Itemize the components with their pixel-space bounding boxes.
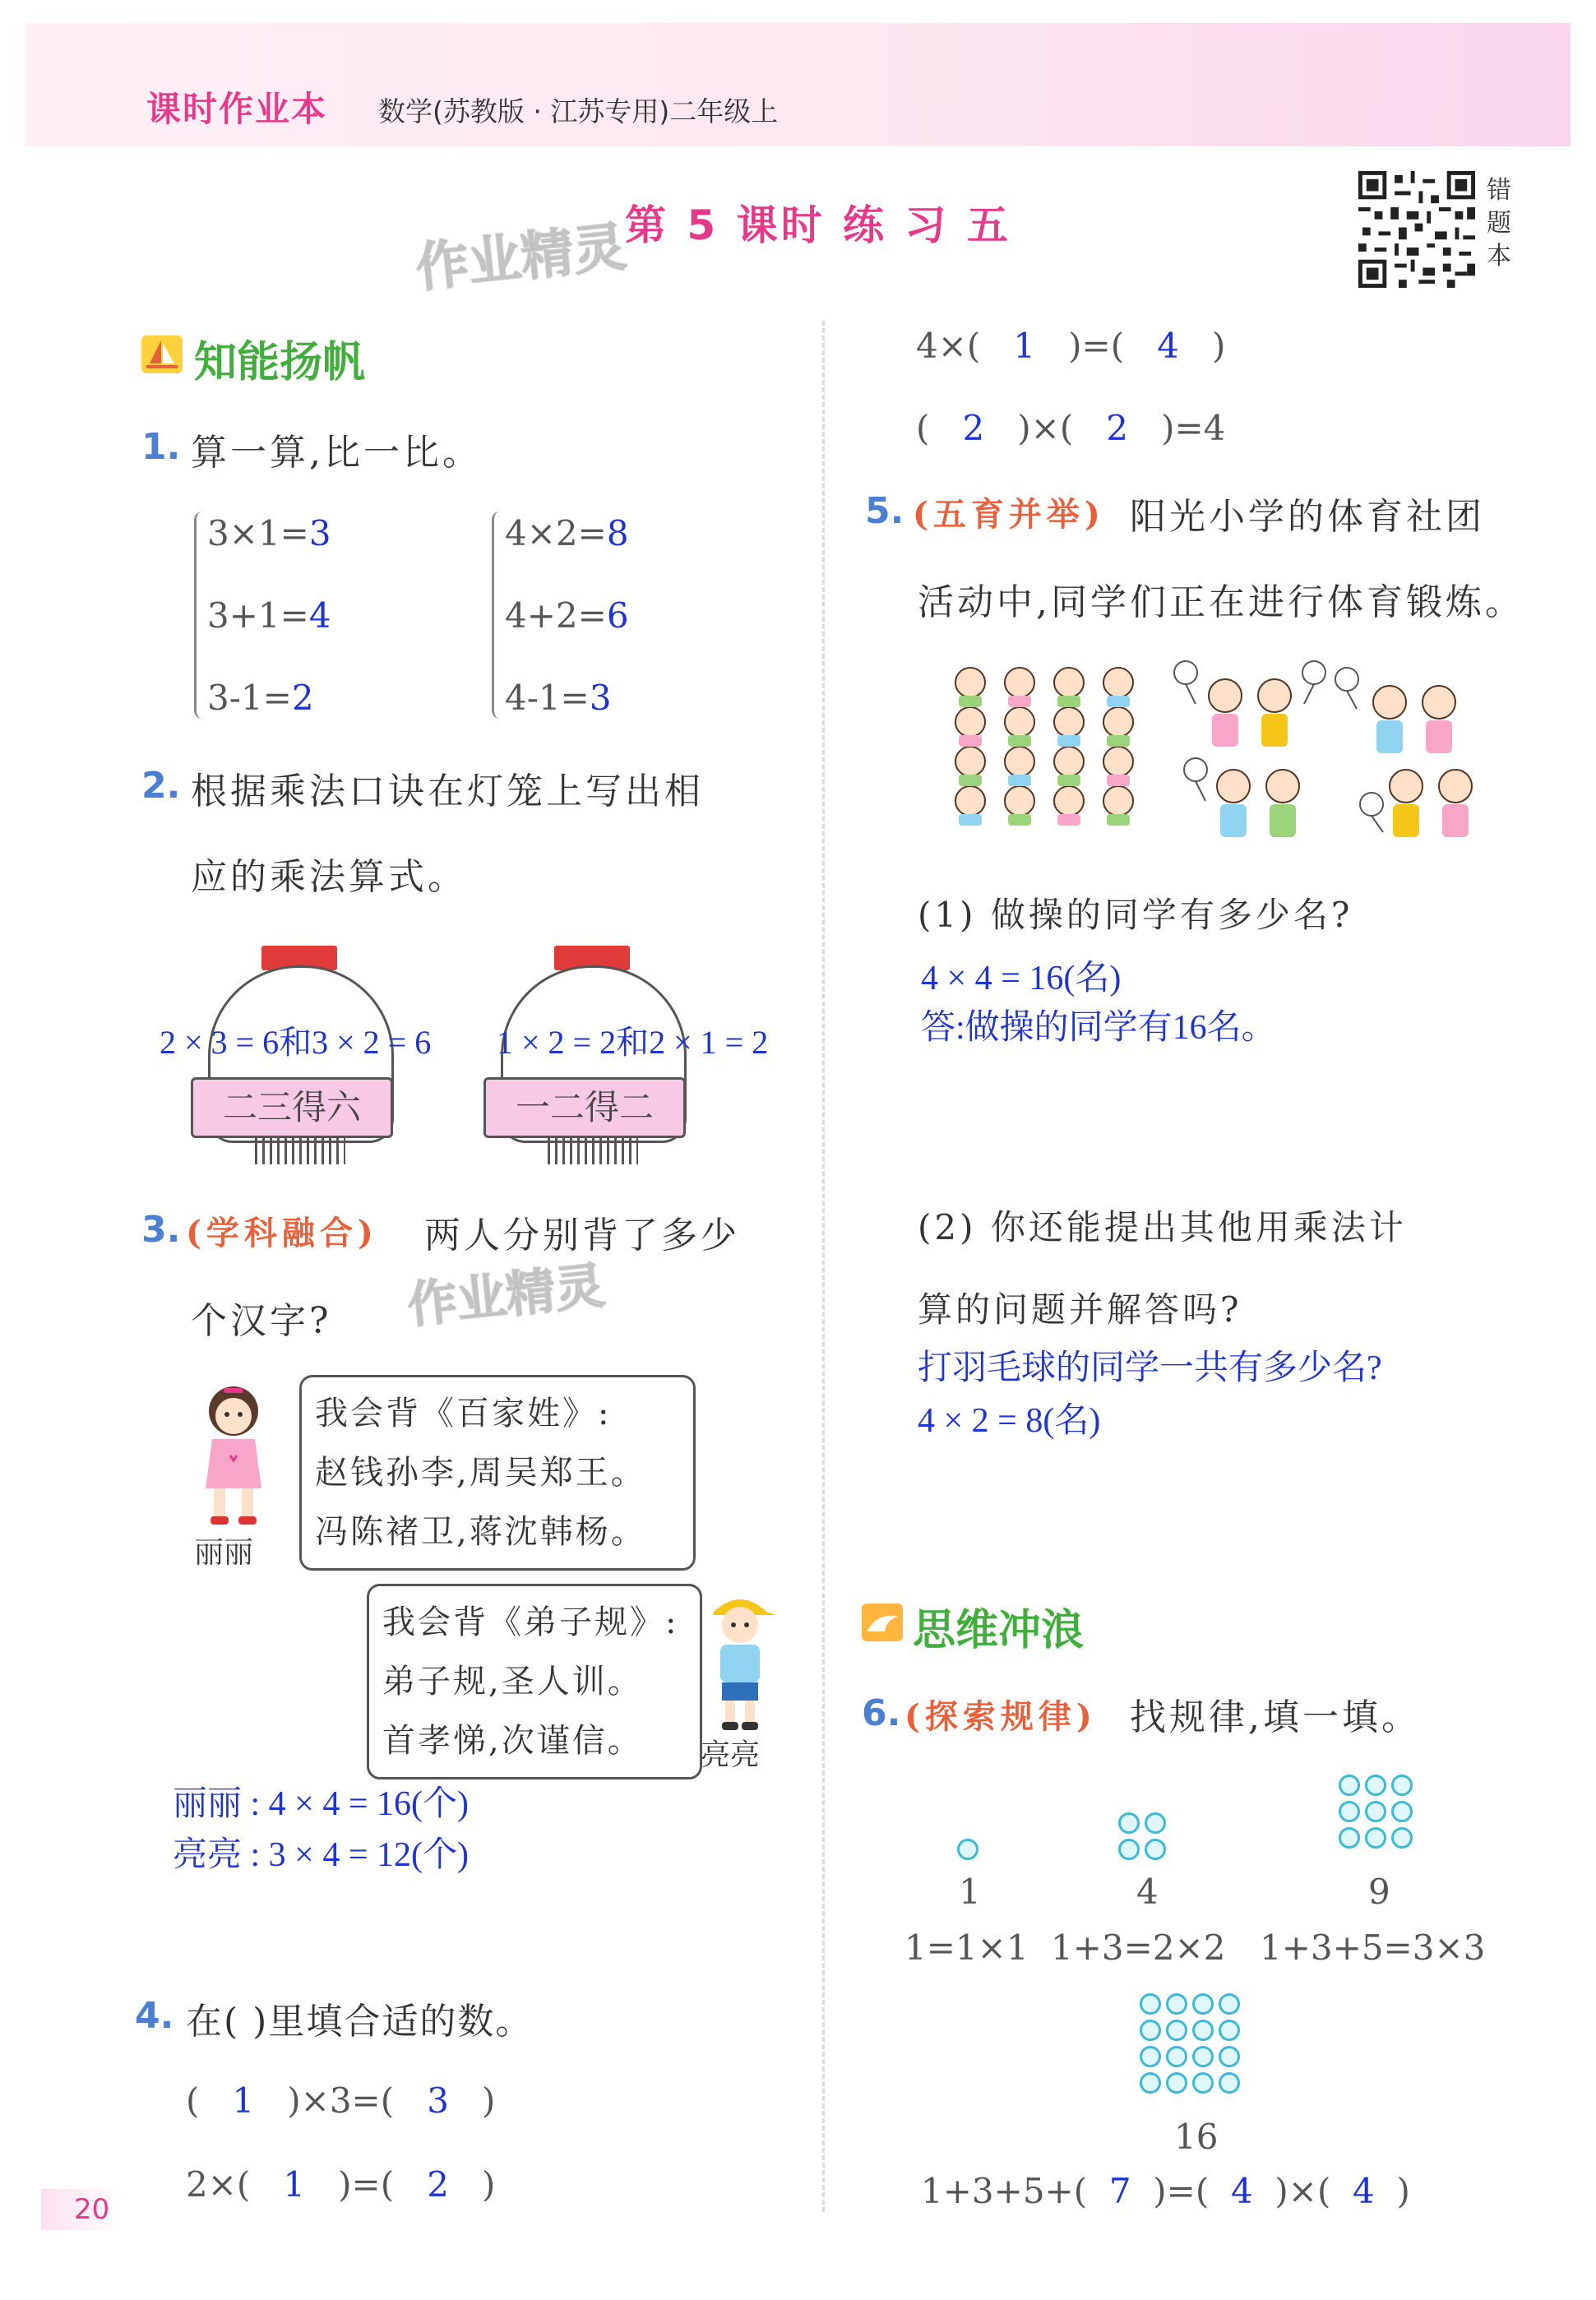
q5-answer2-line2: 4 × 2 = 8(名) <box>918 1402 1101 1440</box>
lili-speech-bubble <box>299 1375 696 1571</box>
lantern-2-plate: 一二得二 <box>483 1077 686 1138</box>
lantern-1-plate: 二三得六 <box>191 1077 393 1138</box>
liangliang-speech-bubble <box>367 1584 702 1779</box>
students-exercising-illustration <box>937 658 1151 839</box>
q1-left-row-2: 3+1=4 <box>207 595 331 636</box>
q5-text-line2: 活动中,同学们正在进行体育锻炼。 <box>918 581 1524 623</box>
q2-text-line1: 根据乘法口诀在灯笼上写出相 <box>191 771 704 812</box>
liangliang-name: 亮亮 <box>701 1738 761 1772</box>
lili-bubble-line-1: 我会背《百家姓》: <box>315 1395 612 1432</box>
q6-formula-3: 1+3+5=3×3 <box>1260 1927 1486 1968</box>
q4-text: 在( )里填合适的数。 <box>186 2001 534 2043</box>
q1-number: 1. <box>141 426 181 468</box>
q5-answer1-line2: 答:做操的同学有16名。 <box>921 1009 1276 1047</box>
q6-tag: (探索规律) <box>904 1697 1097 1736</box>
dot-pattern-16 <box>1140 1993 1245 2099</box>
q3-text-line2: 个汉字? <box>191 1300 332 1342</box>
q6-formula-2: 1+3=2×2 <box>1051 1927 1226 1968</box>
lantern-2-answer: 1 × 2 = 2和2 × 1 = 2 <box>497 1024 769 1061</box>
lesson-title: 第 5 课时 练 习 五 <box>625 201 1011 249</box>
dot-pattern-4 <box>1118 1812 1171 1865</box>
qr-code-icon[interactable] <box>1358 171 1475 288</box>
q1-right-row-3: 4-1=3 <box>505 678 612 718</box>
q3-number: 3. <box>141 1209 181 1251</box>
lantern-1-fringe <box>255 1136 345 1164</box>
q3-text-line1: 两人分别背了多少 <box>424 1215 740 1256</box>
q3-answer-2: 亮亮 : 3 × 4 = 12(个) <box>173 1836 470 1874</box>
q6-number: 6. <box>862 1692 901 1734</box>
q1-right-row-2: 4+2=6 <box>505 595 629 636</box>
lili-bubble-line-3: 冯陈褚卫,蒋沈韩杨。 <box>315 1513 646 1551</box>
q5-text-line1: 阳光小学的体育社团 <box>1130 496 1485 538</box>
brand-title: 课时作业本 <box>146 89 328 129</box>
qr-caption: 错题本 <box>1487 176 1511 271</box>
section-zhineng: 知能扬帆 <box>194 338 366 387</box>
lili-bubble-line-2: 赵钱孙李,周吴郑王。 <box>315 1454 646 1492</box>
q1-left-row-1: 3×1=3 <box>207 513 331 553</box>
q2-text-line2: 应的乘法算式。 <box>191 856 467 898</box>
q5-number: 5. <box>865 490 904 532</box>
students-badminton-illustration <box>1168 655 1488 849</box>
q6-count-4: 4 <box>1136 1872 1159 1912</box>
q6-count-16: 16 <box>1174 2117 1219 2157</box>
column-divider <box>822 321 825 2212</box>
q5-answer2-line1: 打羽毛球的同学一共有多少名? <box>918 1349 1382 1387</box>
sail-icon <box>141 336 183 373</box>
q6-final-equation: 1+3+5+( 7 )=( 4 )×( 4 ) <box>921 2171 1410 2211</box>
liangliang-bubble-line-3: 首孝悌,次谨信。 <box>382 1722 643 1760</box>
watermark: 作业精灵 <box>413 216 629 300</box>
dot-pattern-9 <box>1339 1775 1418 1853</box>
liangliang-bubble-line-2: 弟子规,圣人训。 <box>382 1663 643 1701</box>
liangliang-bubble-line-1: 我会背《弟子规》: <box>382 1604 679 1641</box>
q6-text: 找规律,填一填。 <box>1130 1696 1421 1738</box>
q5-answer1-line1: 4 × 4 = 16(名) <box>921 960 1122 997</box>
q6-count-9: 9 <box>1368 1872 1390 1912</box>
q4-row-2: 2×( 1 )=( 2 ) <box>186 2164 496 2205</box>
q1-left-row-3: 3-1=2 <box>207 678 314 718</box>
subject-line: 数学(苏教版 · 江苏专用)二年级上 <box>378 95 779 127</box>
q5-sub1: (1) 做操的同学有多少名? <box>918 895 1353 935</box>
surf-icon <box>862 1604 903 1641</box>
dot-pattern-1 <box>957 1839 978 1860</box>
page-number: 20 <box>41 2189 123 2230</box>
section-siwei: 思维冲浪 <box>913 1606 1085 1655</box>
lantern-2-fringe <box>548 1136 638 1164</box>
q4-row-1: ( 1 )×3=( 3 ) <box>186 2080 496 2121</box>
lantern-1-answer: 2 × 3 = 6和3 × 2 = 6 <box>160 1024 432 1061</box>
q5-sub2-line2: 算的问题并解答吗? <box>918 1289 1242 1330</box>
watermark-2: 作业精灵 <box>405 1256 608 1335</box>
q4-number: 4. <box>135 1995 174 2037</box>
q5-tag: (五育并举) <box>913 495 1105 534</box>
q2-number: 2. <box>141 765 181 807</box>
q4-row-4: ( 2 )×( 2 )=4 <box>916 408 1226 448</box>
q6-formula-1: 1=1×1 <box>904 1927 1029 1968</box>
q6-count-1: 1 <box>959 1872 981 1912</box>
lili-name: 丽丽 <box>194 1536 254 1570</box>
q1-text: 算一算,比一比。 <box>191 432 482 474</box>
q5-sub2-line1: (2) 你还能提出其他用乘法计 <box>918 1207 1407 1247</box>
q3-tag: (学科融合) <box>186 1214 378 1252</box>
girl-lili-illustration <box>194 1381 273 1529</box>
q1-right-row-1: 4×2=8 <box>505 513 629 553</box>
q3-answer-1: 丽丽 : 4 × 4 = 16(个) <box>173 1785 470 1823</box>
q4-row-3: 4×( 1 )=( 4 ) <box>916 326 1226 366</box>
boy-liangliang-illustration <box>702 1587 778 1735</box>
